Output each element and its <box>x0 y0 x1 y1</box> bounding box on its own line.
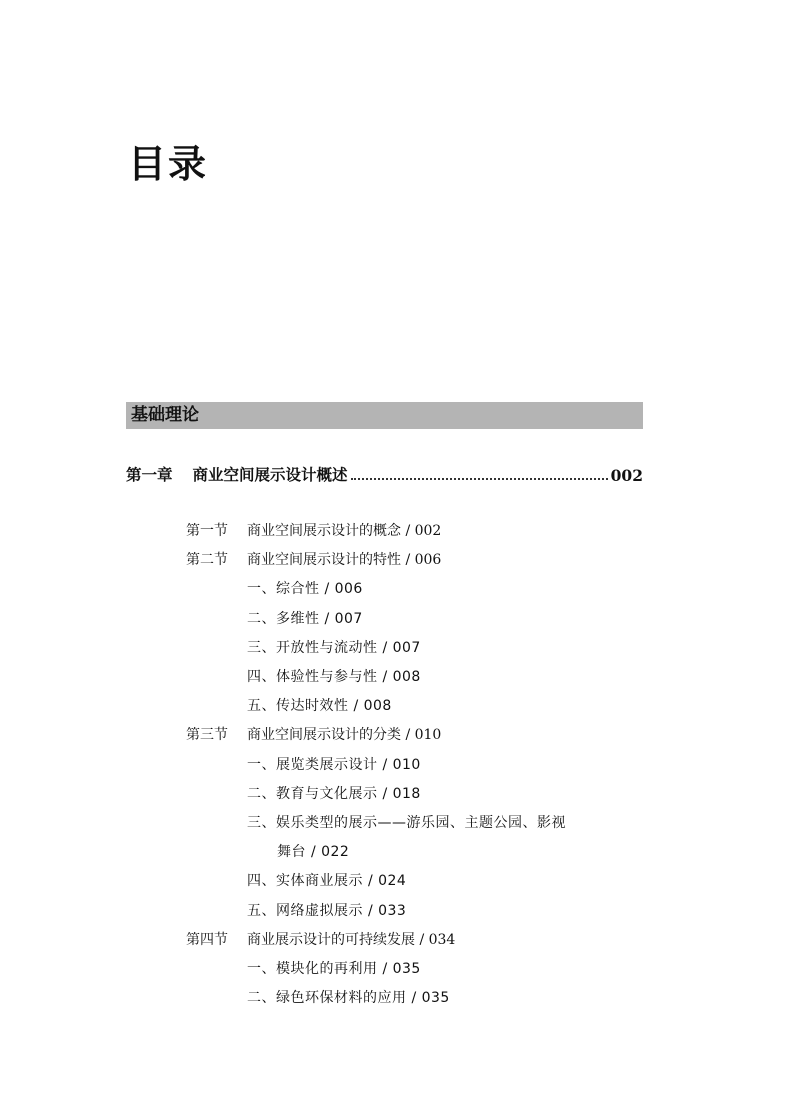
section-label: 第一节 <box>186 523 228 539</box>
section-title: 商业展示设计的可持续发展 / 034 <box>247 931 456 948</box>
page-title: 目录 <box>128 141 209 186</box>
section-title: 商业空间展示设计的分类 / 010 <box>247 727 442 744</box>
subsection-title: 二、多维性 / 007 <box>247 610 363 627</box>
subsection-title: 二、绿色环保材料的应用 / 035 <box>247 990 450 1007</box>
chapter-title: 商业空间展示设计概述 <box>192 465 348 484</box>
subsection-title: 一、模块化的再利用 / 035 <box>247 961 421 977</box>
subsection-title: 四、实体商业展示 / 024 <box>247 873 407 890</box>
part-title: 基础理论 <box>131 405 199 425</box>
chapter-number: 第一章 <box>126 465 173 484</box>
chapter-page-number: 002 <box>610 466 643 485</box>
subsection-title: 一、综合性 / 006 <box>247 581 363 598</box>
subsection-title: 五、网络虚拟展示 / 033 <box>247 902 407 919</box>
leader-dots <box>351 477 608 480</box>
subsection-title: 二、教育与文化展示 / 018 <box>247 785 421 802</box>
section-label: 第二节 <box>186 552 228 569</box>
section-title: 商业空间展示设计的概念 / 002 <box>247 523 442 539</box>
subsection-title-continuation: 舞台 / 022 <box>277 844 350 861</box>
subsection-title: 一、展览类展示设计 / 010 <box>247 756 421 773</box>
subsection-title: 三、开放性与流动性 / 007 <box>247 639 421 656</box>
section-title: 商业空间展示设计的特性 / 006 <box>247 552 442 569</box>
part-header-bar <box>126 402 643 429</box>
subsection-title: 四、体验性与参与性 / 008 <box>247 669 421 685</box>
subsection-title: 三、娱乐类型的展示——游乐园、主题公园、影视 <box>247 815 566 831</box>
chapter-entry[interactable] <box>126 461 643 485</box>
subsection-title: 五、传达时效性 / 008 <box>247 698 392 715</box>
section-label: 第三节 <box>186 727 228 744</box>
section-label: 第四节 <box>186 931 228 948</box>
